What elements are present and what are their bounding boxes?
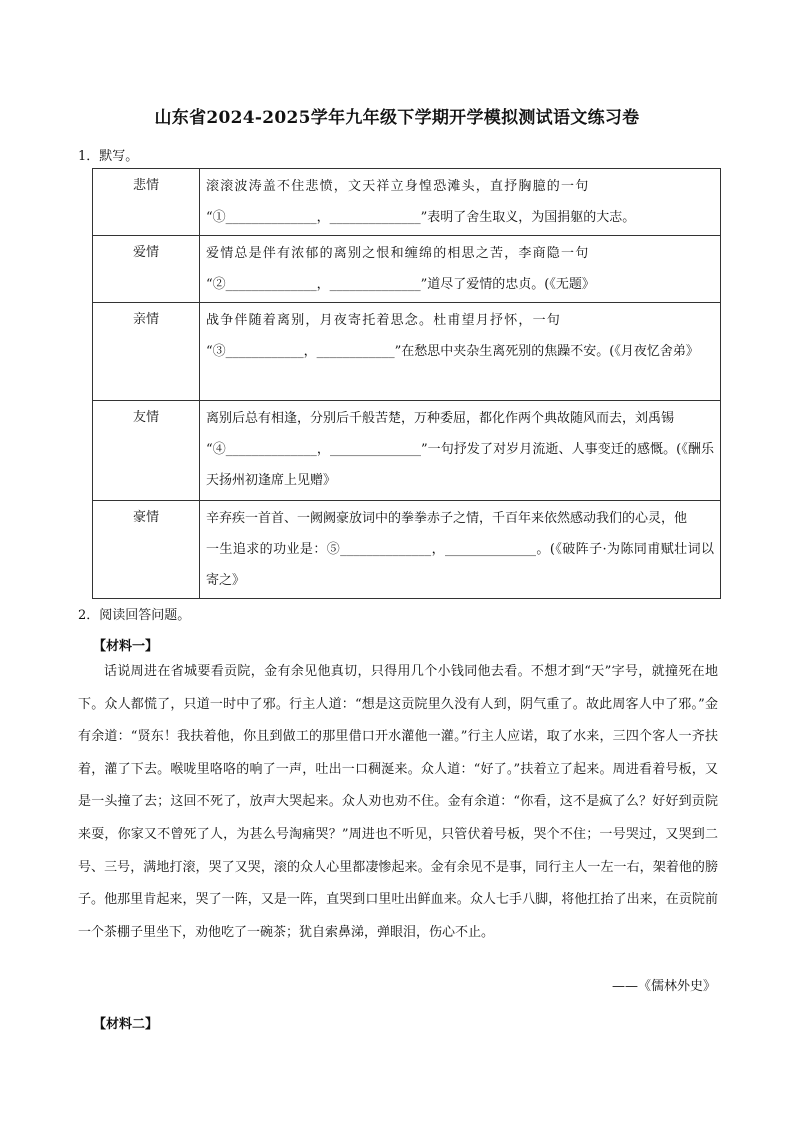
question-1-label: 1．默写。 — [78, 149, 139, 164]
row-line2: “①______________，______________”表明了舍生取义，为国捐躯的大志。 — [206, 210, 636, 225]
row-content — [200, 303, 721, 401]
row-category: 爱情 — [93, 236, 200, 303]
table-row — [93, 501, 721, 599]
table-row — [93, 303, 721, 401]
row-line1: 离别后总有相逢，分别后千般苦楚，万种委屈，都化作两个典故随风而去，刘禹锡 — [206, 411, 675, 426]
dictation-table — [92, 168, 721, 599]
row-line2: “③____________，____________”在愁思中夹杂生离死别的焦躁不安。(《月夜忆舍弟》 — [206, 344, 699, 359]
table-row — [93, 169, 721, 236]
row-line1: 辛弃疾一首首、一阙阙豪放词中的拳拳赤子之情，千百年来依然感动我们的心灵，他 — [206, 511, 688, 526]
table-row — [93, 236, 721, 303]
row-category: 亲情 — [93, 303, 200, 401]
row-category: 悲情 — [93, 169, 200, 236]
row-category: 友情 — [93, 401, 200, 501]
row-line2: “②______________，______________”道尽了爱情的忠贞。(《无题》 — [206, 277, 595, 292]
material-1-source: ——《儒林外史》 — [611, 979, 716, 994]
row-line1: 爱情总是伴有浓郁的离别之恨和缠绵的相思之苦，李商隐一句 — [206, 246, 590, 261]
row-content — [200, 501, 721, 599]
question-2-label: 2．阅读回答问题。 — [78, 608, 191, 623]
page-title: 山东省2024-2025学年九年级下学期开学模拟测试语文练习卷 — [154, 108, 640, 128]
row-content — [200, 169, 721, 236]
row-category: 豪情 — [93, 501, 200, 599]
material-2-label: 【材料二】 — [93, 1017, 159, 1032]
row-content — [200, 401, 721, 501]
row-line1: 战争伴随着离别，月夜寄托着思念。杜甫望月抒怀，一句 — [206, 313, 562, 328]
row-line2: “④______________，______________”一句抒发了对岁月流逝、人事变迁的感慨。(《酬乐天扬州初逢席上见赠》 — [206, 442, 714, 488]
row-line1: 滚滚波涛盖不住悲愤，文天祥立身惶恐滩头，直抒胸臆的一句 — [206, 179, 590, 194]
table-row — [93, 401, 721, 501]
row-line2: 一生追求的功业是：⑤______________，______________。(《破阵子·为陈同甫赋壮词以寄之》 — [206, 542, 714, 588]
row-content — [200, 236, 721, 303]
material-1-passage: 话说周进在省城要看贡院，金有余见他真切，只得用几个小钱同他去看。不想才到“天”字号，就撞死在地下。众人都慌了，只道一时中了邪。行主人道：“想是这贡院里久没有人到，阴气重了。故此周客人中了邪。”金有余道：“贤东！我扶着他，你且到做工的那里借口开水灌他一灌。”行主人应诺，取了水来，三四个客人一齐扶着，灌了下去。喉咙里咯咯的响了一声，吐出一口稠涎来。众人道：“好了。”扶着立了起来。周进看着号板，又是一头撞了去；这回不死了，放声大哭起来。众人劝也劝不住。金有余道：“你看，这不是疯了么？好好到贡院来耍，你家又不曾死了人，为甚么号淘痛哭？”周进也不听见，只管伏着号板，哭个不住；一号哭过，又哭到二号、三号，满地打滚，哭了又哭，滚的众人心里都凄惨起来。金有余见不是事，同行主人一左一右，架着他的膀子。他那里肯起来，哭了一阵，又是一阵，直哭到口里吐出鲜血来。众人七手八脚，将他扛抬了出来，在贡院前一个茶棚子里坐下，劝他吃了一碗茶；犹自索鼻涕，弹眼泪，伤心不止。 — [78, 664, 718, 940]
material-1-label: 【材料一】 — [93, 639, 159, 654]
